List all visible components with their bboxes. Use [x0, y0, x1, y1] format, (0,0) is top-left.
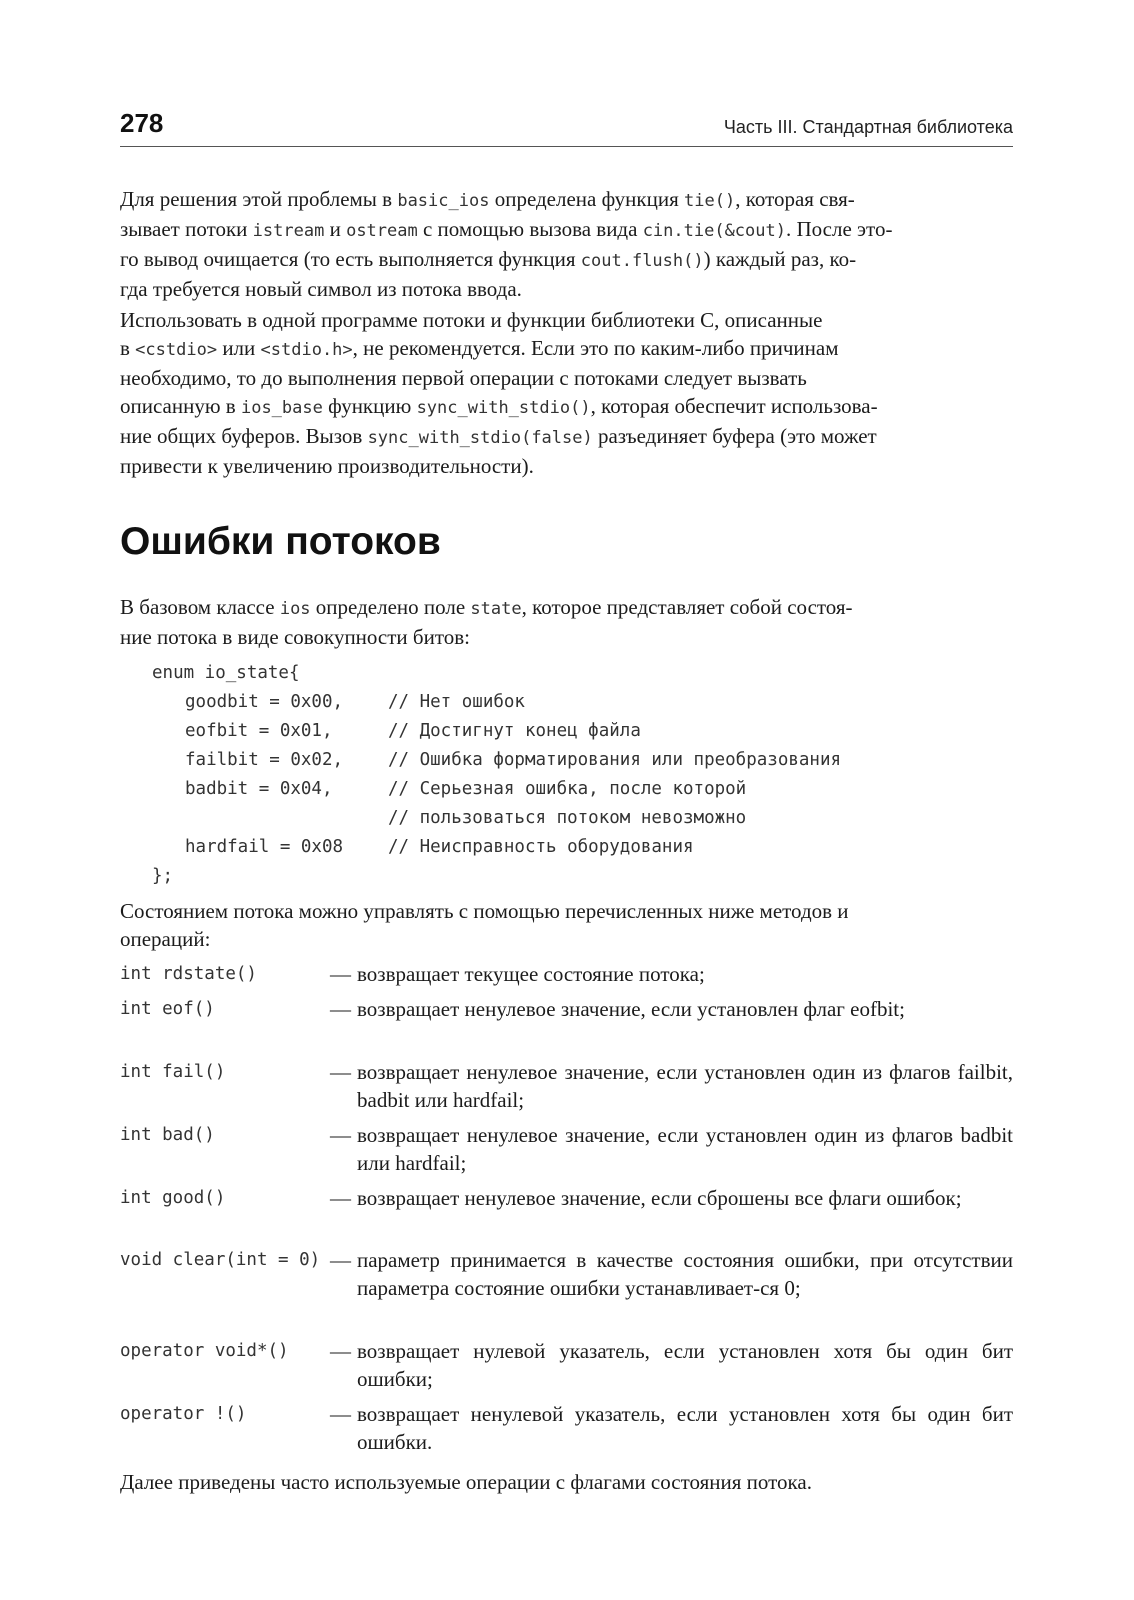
method-description: параметр принимается в качестве состояния ошибки, при отсутствии параметра состояние ошибки устанавливает-ся 0;: [357, 1248, 1013, 1300]
method-dash: —: [330, 1339, 351, 1363]
method-dash: —: [330, 997, 351, 1021]
paragraph-state: [120, 593, 1013, 651]
paragraph-cstdio: [120, 306, 1013, 480]
inline-code: ostream: [346, 221, 418, 241]
method-name: int fail(): [120, 1062, 226, 1082]
text-line: зывает потоки istream и ostream с помощью вызова вида cin.tie(&cout). После это-: [120, 217, 893, 241]
code-close: };: [152, 866, 174, 886]
method-description: возвращает нулевой указатель, если установлен хотя бы один бит ошибки;: [357, 1339, 1013, 1391]
inline-code: ios_base: [240, 398, 323, 418]
page-number: 278: [120, 108, 164, 138]
method-dash: —: [330, 1123, 351, 1147]
text-line: Для решения этой проблемы в basic_ios определена функция tie(), которая свя-: [120, 187, 855, 211]
inline-code: sync_with_stdio(): [416, 398, 591, 418]
method-row: [120, 1058, 1013, 1121]
method-description: возвращает ненулевое значение, если сброшены все флаги ошибок;: [357, 1186, 962, 1210]
page-header: [120, 108, 1013, 147]
text-line: гда требуется новый символ из потока ввода.: [120, 277, 522, 301]
code-block-io-state: [152, 659, 842, 891]
inline-code: <stdio.h>: [260, 340, 353, 360]
section-title: Ошибки потоков: [120, 520, 441, 563]
method-name: int bad(): [120, 1125, 215, 1145]
inline-code: ios: [279, 599, 311, 619]
method-description: возвращает ненулевой указатель, если установлен хотя бы один бит ошибки.: [357, 1402, 1013, 1454]
method-row: [120, 1337, 1013, 1400]
method-name: void clear(int = 0): [120, 1250, 321, 1270]
text-line: операций:: [120, 927, 211, 951]
method-name: int good(): [120, 1188, 226, 1208]
paragraph-methods-intro: [120, 897, 1013, 953]
inline-code: basic_ios: [397, 191, 490, 211]
inline-code: istream: [252, 221, 325, 241]
method-row: [120, 1121, 1013, 1184]
method-row: [120, 1400, 1013, 1463]
text-line: в <cstdio> или <stdio.h>, не рекомендуется. Если это по каким-либо причинам: [120, 336, 839, 360]
method-description: возвращает текущее состояние потока;: [357, 962, 705, 986]
text-line: В базовом классе ios определено поле state, которое представляет собой состоя-: [120, 595, 853, 619]
text-line: описанную в ios_base функцию sync_with_stdio(), которая обеспечит использова-: [120, 394, 878, 418]
inline-code: tie(): [684, 191, 736, 211]
method-dash: —: [330, 962, 351, 986]
method-dash: —: [330, 1186, 351, 1210]
paragraph-closing: Далее приведены часто используемые операции с флагами состояния потока.: [120, 1470, 812, 1494]
method-dash: —: [330, 1060, 351, 1084]
code-line: hardfail = 0x08 // Неисправность оборудования: [185, 837, 694, 857]
inline-code: sync_with_stdio(false): [367, 428, 593, 448]
inline-code: state: [470, 599, 522, 619]
text-line: Состоянием потока можно управлять с помощью перечисленных ниже методов и: [120, 899, 849, 923]
method-description: возвращает ненулевое значение, если установлен один из флагов badbit или hardfail;: [357, 1123, 1013, 1175]
text-line: Использовать в одной программе потоки и функции библиотеки С, описанные: [120, 308, 823, 332]
inline-code: cin.tie(&cout): [642, 221, 786, 241]
code-line: // пользоваться потоком невозможно: [388, 808, 747, 828]
text-line: привести к увеличению производительности).: [120, 454, 534, 478]
code-line: goodbit = 0x00, // Нет ошибок: [185, 692, 525, 712]
code-line: failbit = 0x02, // Ошибка форматирования или преобразования: [185, 750, 842, 770]
method-description: возвращает ненулевое значение, если установлен один из флагов failbit, badbit или hardfail;: [357, 1060, 1013, 1112]
method-row: [120, 960, 1013, 995]
method-dash: —: [330, 1402, 351, 1426]
method-name: int rdstate(): [120, 964, 257, 984]
text-line: ние общих буферов. Вызов sync_with_stdio(false) разъединяет буфера (это может: [120, 424, 877, 448]
method-dash: —: [330, 1248, 351, 1272]
method-description: возвращает ненулевое значение, если установлен флаг eofbit;: [357, 997, 905, 1021]
method-name: operator !(): [120, 1404, 247, 1424]
text-line: го вывод очищается (то есть выполняется функция cout.flush()) каждый раз, ко-: [120, 247, 857, 271]
paragraph-tie: [120, 185, 1013, 303]
method-name: int eof(): [120, 999, 215, 1019]
method-row: [120, 1184, 1013, 1246]
code-open: enum io_state{: [152, 663, 300, 683]
inline-code: cout.flush(): [580, 251, 704, 271]
inline-code: <cstdio>: [135, 340, 218, 360]
code-line: eofbit = 0x01, // Достигнут конец файла: [185, 721, 641, 741]
method-row: [120, 1246, 1013, 1337]
method-name: operator void*(): [120, 1341, 289, 1361]
text-line: ние потока в виде совокупности битов:: [120, 625, 470, 649]
running-head: Часть III. Стандартная библиотека: [723, 117, 1013, 137]
code-line: badbit = 0x04, // Серьезная ошибка, после которой: [185, 779, 747, 799]
text-line: необходимо, то до выполнения первой операции с потоками следует вызвать: [120, 366, 807, 390]
method-row: [120, 995, 1013, 1058]
methods-list: [120, 960, 1013, 1463]
